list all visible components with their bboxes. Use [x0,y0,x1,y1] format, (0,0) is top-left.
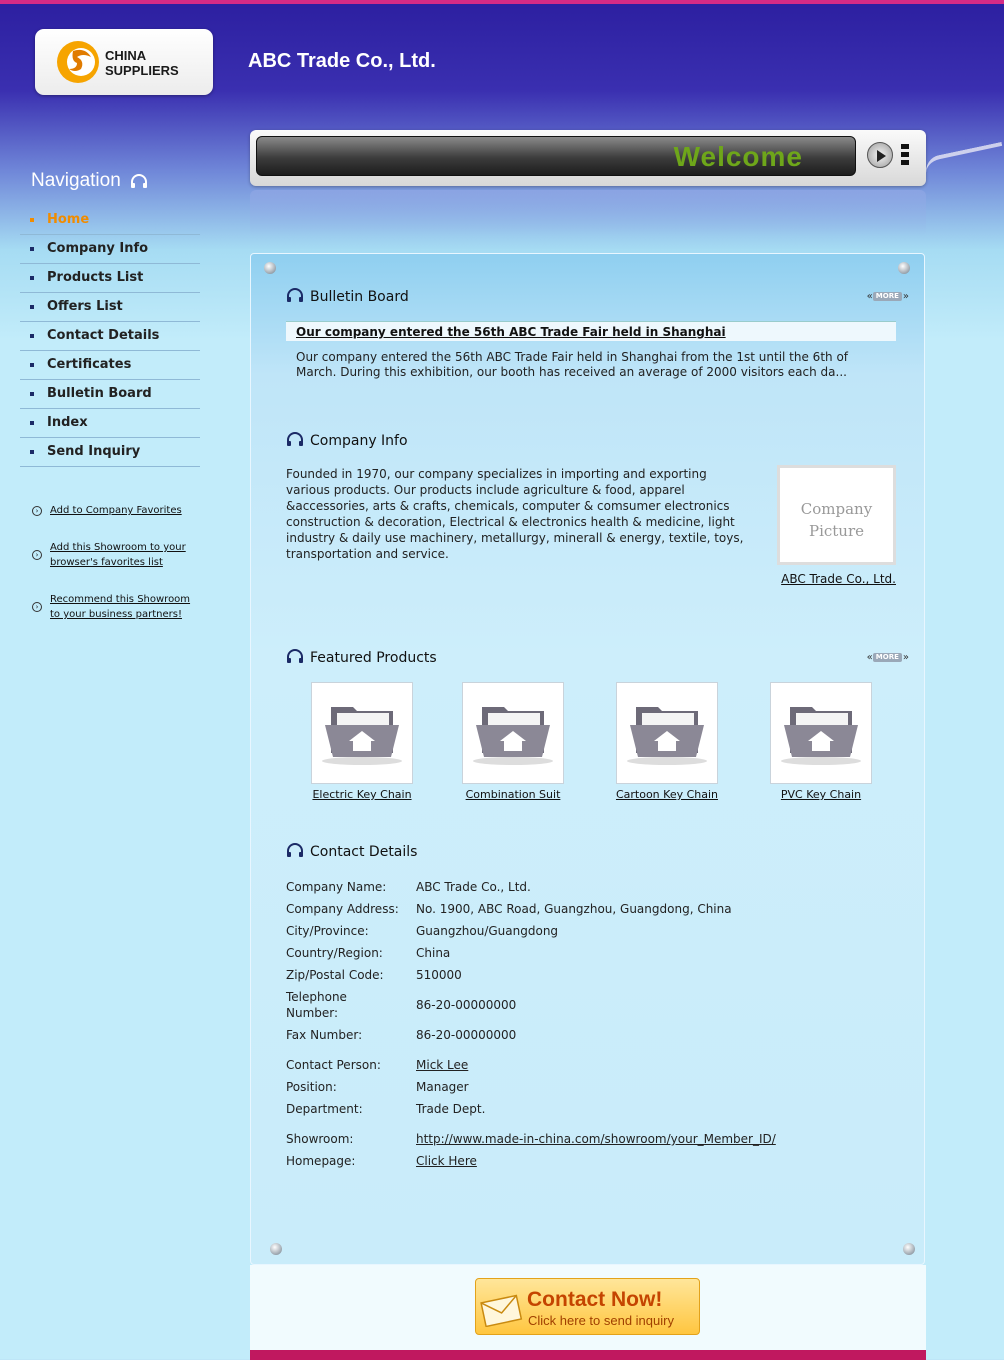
add-showroom-bookmark-link[interactable] [32,540,202,570]
nav-item-bulletin-board[interactable]: Bulletin Board [20,380,200,409]
contact-person-link[interactable]: Mick Lee [416,1058,469,1072]
contact-details-heading-text: Contact Details [310,844,418,860]
company-info-heading-text: Company Info [310,433,408,449]
product-thumbnail[interactable] [462,682,564,784]
bulletin-heading-text: Bulletin Board [310,289,409,305]
player-cable [923,142,1004,174]
contact-value: No. 1900, ABC Road, Guangzhou, Guangdong, China [416,902,732,916]
product-card[interactable] [302,682,422,801]
contact-label: Contact Person: [286,1058,381,1072]
logo-line1: CHINA [105,48,147,63]
link-text-line1: Add this Showroom to your [50,542,186,553]
featured-products-heading-text: Featured Products [310,650,437,666]
link-text-line1: Recommend this Showroom [50,594,191,605]
nav-title [31,170,148,192]
product-name-link[interactable]: PVC Key Chain [780,788,862,801]
more-badge: MORE [873,292,902,301]
bulletin-headline-link[interactable]: Our company entered the 56th ABC Trade Fair held in Shanghai [286,321,896,341]
side-links [32,503,202,644]
contact-label: Zip/Postal Code: [286,968,384,982]
contact-label: Department: [286,1102,363,1116]
product-card[interactable] [453,682,573,801]
bottom-accent-bar [250,1350,926,1360]
bulletin-heading [286,287,409,305]
showroom-url-link[interactable]: http://www.made-in-china.com/showroom/your_Member_ID/ [416,1132,776,1146]
contact-label: Company Name: [286,880,387,894]
contact-now-button[interactable] [475,1278,700,1335]
headphones-icon [130,173,148,189]
contact-details-heading [286,842,417,860]
contact-details-table [286,879,836,1175]
headphones-icon [286,842,304,858]
contact-row [286,901,836,917]
contact-label: Homepage: [286,1154,356,1168]
contact-row [286,1057,836,1073]
product-name-link[interactable]: Cartoon Key Chain [615,788,719,801]
contact-now-title: Contact Now! [527,1288,663,1311]
contact-value: 86-20-00000000 [416,998,517,1012]
nav-item-home[interactable]: Home [20,206,200,235]
product-thumbnail[interactable] [311,682,413,784]
welcome-player-banner [250,130,926,186]
headphones-icon [286,287,304,303]
product-card[interactable] [607,682,727,801]
contact-label: City/Province: [286,924,369,938]
arrow-circle-icon: › [32,602,42,612]
contact-value: 86-20-00000000 [416,1028,517,1042]
top-accent-line [0,0,1004,4]
contact-row [286,1079,836,1095]
company-info-heading [286,431,408,449]
nav-item-company-info[interactable]: Company Info [20,235,200,264]
featured-more-link[interactable]: « MORE » [866,652,908,663]
contact-value: ABC Trade Co., Ltd. [416,880,531,894]
dragon-logo-icon [55,39,101,85]
headphones-icon [286,431,304,447]
nav-item-contact-details[interactable]: Contact Details [20,322,200,351]
product-thumbnail[interactable] [616,682,718,784]
homepage-link[interactable]: Click Here [416,1154,477,1168]
play-icon[interactable] [867,142,893,168]
contact-value: 510000 [416,968,462,982]
folder-home-icon [776,701,866,765]
welcome-text: Welcome [673,141,803,172]
product-thumbnail[interactable] [770,682,872,784]
contact-row [286,879,836,895]
rivet-icon [898,262,910,274]
bulletin-text: Our company entered the 56th ABC Trade Fair held in Shanghai from the 1st until the 6th of March. During this exhibition, our booth has received an average of 2000 visitors each da... [296,350,849,379]
add-to-favorites-link[interactable] [32,503,202,518]
folder-home-icon [468,701,558,765]
arrow-circle-icon: › [32,550,42,560]
nav-title-text: Navigation [31,170,121,191]
folder-home-icon [317,701,407,765]
link-text-line2: browser's favorites list [50,557,163,568]
contact-label: Position: [286,1080,337,1094]
rivet-icon [264,262,276,274]
company-picture[interactable] [777,465,896,565]
contact-row [286,967,836,983]
contact-label: Showroom: [286,1132,354,1146]
nav-item-offers-list[interactable]: Offers List [20,293,200,322]
more-badge: MORE [873,653,902,662]
rivet-icon [270,1243,282,1255]
contact-row [286,1101,836,1117]
arrow-circle-icon: › [32,506,42,516]
contact-label: Telephone Number: [286,990,347,1020]
sidebar-nav [20,206,200,467]
contact-value: Guangzhou/Guangdong [416,924,559,938]
logo-line2: SUPPLIERS [105,63,179,78]
nav-item-products-list[interactable]: Products List [20,264,200,293]
china-suppliers-logo[interactable] [35,29,213,95]
company-picture-line2: Picture [808,522,865,540]
contact-row [286,1131,836,1147]
logo-text [105,48,179,78]
contact-label: Country/Region: [286,946,383,960]
link-text: Add to Company Favorites [50,505,182,516]
contact-now-subtitle: Click here to send inquiry [528,1313,674,1328]
contact-row [286,1153,836,1169]
headphones-icon [286,648,304,664]
volume-icon[interactable] [901,144,909,166]
company-title: ABC Trade Co., Ltd. [248,50,436,72]
contact-value: China [416,946,451,960]
bulletin-more-link[interactable]: « MORE » [866,291,908,302]
link-text-line2: to your business partners! [50,609,182,620]
contact-row [286,945,836,961]
envelope-icon [479,1293,523,1327]
contact-value: Trade Dept. [416,1102,486,1116]
player-reflection [250,190,926,236]
contact-label: Company Address: [286,902,399,916]
contact-row [286,1027,836,1043]
nav-item-index[interactable]: Index [20,409,200,438]
product-name-link[interactable]: Electric Key Chain [312,788,412,801]
contact-row [286,923,836,939]
folder-home-icon [622,701,712,765]
rivet-icon [903,1243,915,1255]
nav-item-send-inquiry[interactable]: Send Inquiry [20,438,200,467]
contact-row [286,989,836,1021]
recommend-showroom-link[interactable] [32,592,202,622]
company-description: Founded in 1970, our company specializes in importing and exporting various products. Our products include agriculture & food, apparel &accessories, arts & crafts, chemicals, computer & comsumer electronics construction & decoration, Electrical & electronics health & medicine, light industry & daily use machinery, metallurgy, minerall & energy, textile, toys, transportation and service. [286,467,744,561]
contact-value: Manager [416,1080,469,1094]
company-picture-line1: Company [800,500,873,518]
nav-item-certificates[interactable]: Certificates [20,351,200,380]
product-card[interactable] [761,682,881,801]
company-picture-caption-link[interactable]: ABC Trade Co., Ltd. [781,572,896,586]
banner-screen [256,136,856,176]
product-name-link[interactable]: Combination Suit [465,788,561,801]
featured-products-heading [286,648,437,666]
contact-label: Fax Number: [286,1028,363,1042]
